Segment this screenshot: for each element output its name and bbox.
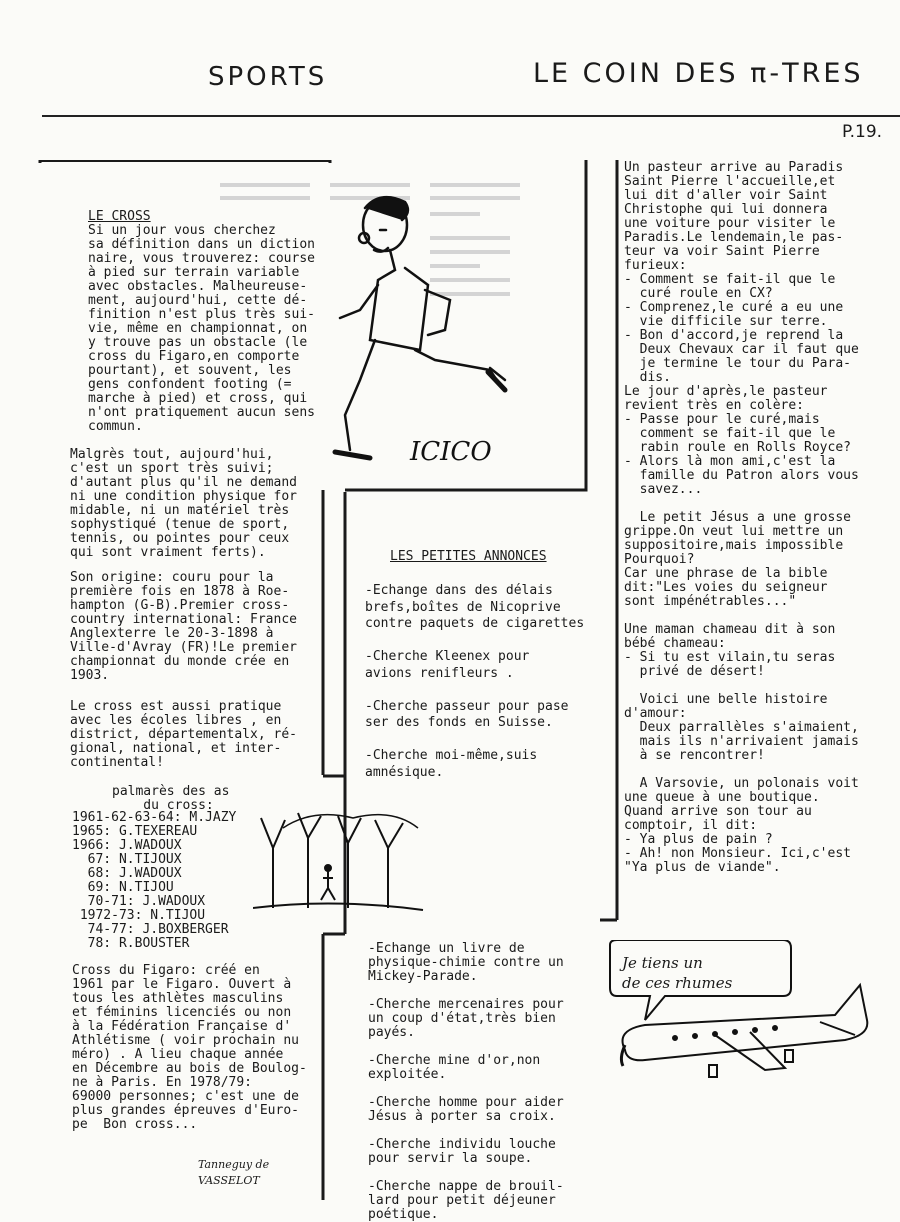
author-signature: Tanneguy de VASSELOT bbox=[198, 1158, 270, 1187]
cross-intro: Si un jour vous cherchez sa définition dans un diction naire, vous trouverez: course à pied sur terrain variable avec obstacles. Malheureuse- ment, aujourd'hui, cette dé- finition n'est plus très sui- vie, même en championnat, on y trouve pas un obstacle (le cross du Figaro,en comporte pourtant), et souvent, les gens confondent footing (= marche à pied) et cross, qui n'ont pratiquement aucun sens commun. bbox=[88, 223, 315, 434]
cross-para2: Malgrès tout, aujourd'hui, c'est un sport très suivi; d'autant plus qu'il ne demand ni une condition physique for midable, ni un matériel très sophystiqué (tenue de sport, tennis, ou pointes pour ceux qui sont vraiment ferts). bbox=[70, 447, 297, 560]
palmares-list: 1961-62-63-64: M.JAZY 1965: G.TEXEREAU 1966: J.WADOUX 67: N.TIJOUX 68: J.WADOUX 69: N.TIJOU 70-71: J.WADOUX 1972-73: N.TIJOU 74-77: J.BOXBERGER 78: R.BOUSTER bbox=[72, 810, 237, 951]
annonces-title: LES PETITES ANNONCES bbox=[390, 549, 547, 564]
jokes-text: Un pasteur arrive au Paradis Saint Pierre l'accueille,et lui dit d'aller voir Saint Christophe qui lui donnera une voiture pour visiter le Paradis.Le lendemain,le pas- teur va voir Saint Pierre furieux: - Comment se fait-il que le curé roule en CX? - Comprenez,le curé a eu une vie difficile sur terre. - Bon d'accord,je reprend la Deux Chevaux car il faut que je termine le tour du Para- dis. Le jour d'après,le pasteur revient très en colère: - Passe pour le curé,mais comment se fait-il que le rabin roule en Rolls Royce? - Alors là mon ami,c'est la famille du Patron alors vous savez... Le petit Jésus a une grosse grippe.On veut lui mettre un suppositoire,mais impossible Pourquoi? Car une phrase de la bible dit:"Les voies du seigneur sont impénétrables..." Une maman chameau dit à son bébé chameau: - Si tu est vilain,tu seras privé de désert! Voici une belle histoire d'amour: Deux parrallèles s'aimaient, mais ils n'arrivaient jamais à se rencontrer! A Varsovie, un polonais voit une queue à une boutique. Quand arrive son tour au comptoir, il dit: - Ya plus de pain ? - Ah! non Monsieur. Ici,c'est "Ya plus de viande". bbox=[624, 160, 859, 875]
cross-title: LE CROSS bbox=[88, 209, 151, 224]
annonces-top: -Echange dans des délais brefs,boîtes de Nicoprive contre paquets de cigarettes -Cherche Kleenex pour avions renifleurs . -Cherche passeur pour pase ser des fonds en Suisse. -Cherche moi-même,suis amnésique. bbox=[365, 583, 585, 780]
speech-bubble-text: Je tiens un de ces rhumes bbox=[622, 954, 733, 992]
runner-illustration bbox=[330, 190, 530, 480]
figaro-text: Cross du Figaro: créé en 1961 par le Figaro. Ouvert à tous les athlètes masculins et féminins licenciés ou non à la Fédération Française d' Athlétisme ( voir prochain nu méro) . A lieu chaque année en Décembre au bois de Boulog- ne à Paris. En 1978/79: 69000 personnes; c'est une de plus grandes épreuves d'Euro- pe Bon cross... bbox=[72, 963, 307, 1132]
runner-signature: ICICO bbox=[410, 437, 492, 467]
cross-para4: Le cross est aussi pratique avec les écoles libres , en district, départementalx, ré- gional, national, et inter- continental! bbox=[70, 699, 297, 770]
section-title-sports: SPORTS bbox=[208, 62, 328, 92]
page-number: P.19. bbox=[842, 122, 883, 142]
palmares-title: palmarès des as du cross: bbox=[112, 784, 230, 813]
cross-para3: Son origine: couru pour la première fois en 1878 à Roe- hampton (G-B).Premier cross- country international: France Anglexterre le 20-3-1898 à Ville-d'Avray (FR)!Le premier championnat du monde crée en 1903. bbox=[70, 570, 297, 683]
section-title-pitres: LE COIN DES π-TRES bbox=[533, 58, 864, 89]
forest-illustration bbox=[253, 808, 433, 938]
annonces-bottom: -Echange un livre de physique-chimie contre un Mickey-Parade. -Cherche mercenaires pour un coup d'état,très bien payés. -Cherche mine d'or,non exploitée. -Cherche homme pour aider Jésus à porter sa croix. -Cherche individu louche pour servir la soupe. -Cherche nappe de brouil- lard pour petit déjeuner poétique. bbox=[368, 941, 564, 1222]
